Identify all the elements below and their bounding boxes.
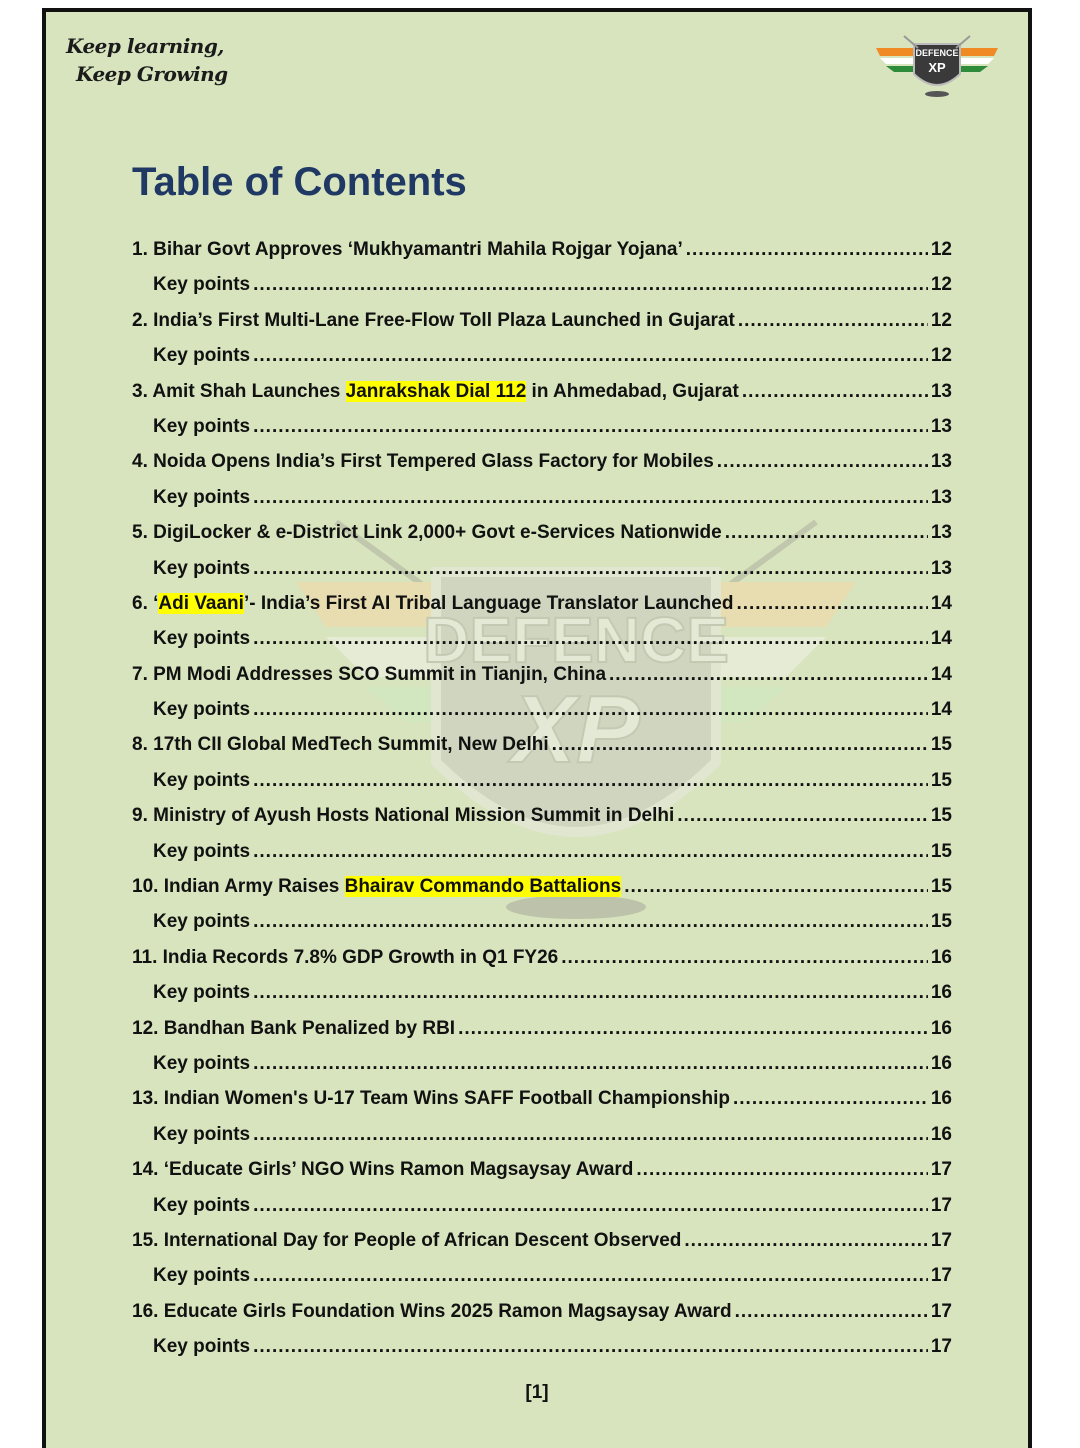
toc-entry[interactable] (132, 727, 952, 762)
toc-page-number: 17 (930, 1265, 952, 1287)
dot-leader (253, 834, 928, 869)
dot-leader (552, 727, 928, 762)
dot-leader (677, 798, 928, 833)
toc-entry-text: Key points (153, 1052, 251, 1074)
toc-page-number: 15 (930, 876, 952, 898)
toc-subentry[interactable] (132, 621, 952, 656)
toc-entry-title (132, 940, 558, 975)
toc-page-number: 17 (930, 1229, 952, 1251)
toc-entry-title (132, 232, 683, 267)
toc-page-number: 15 (930, 734, 952, 756)
toc-entry[interactable] (132, 586, 952, 621)
toc-entry-text: Key points (153, 557, 251, 579)
tagline-line-1: Keep learning, (66, 34, 224, 58)
toc-entry-text: 2. India’s First Multi-Lane Free-Flow Toll Plaza Launched in Gujarat (132, 309, 735, 331)
toc-entry-title (153, 621, 250, 656)
toc-page-number: 13 (930, 380, 952, 402)
toc-entry-title (132, 1152, 633, 1187)
toc-entry-text: Key points (153, 415, 251, 437)
dot-leader (736, 586, 927, 621)
toc-entry-text: 8. 17th CII Global MedTech Summit, New Delhi (132, 734, 549, 756)
toc-entry-text: Key points (153, 274, 251, 296)
toc-entry[interactable] (132, 1011, 952, 1046)
document-page (42, 8, 1032, 1448)
highlighted-text: Janrakshak Dial 112 (345, 380, 527, 402)
dot-leader (253, 1329, 928, 1364)
toc-entry-title (153, 975, 250, 1010)
toc-entry[interactable] (132, 303, 952, 338)
toc-page-number: 14 (930, 628, 952, 650)
toc-entry-title (153, 1046, 250, 1081)
dot-leader (253, 692, 928, 727)
toc-subentry[interactable] (132, 1046, 952, 1081)
toc-entry-title (153, 551, 250, 586)
toc-entry-text: ’- India’s First AI Tribal Language Translator Launched (243, 592, 734, 614)
dot-leader (458, 1011, 928, 1046)
toc-entry-text: Key points (153, 840, 251, 862)
page-number: [1] (525, 1382, 549, 1403)
dot-leader (253, 409, 928, 444)
toc-entry-text: 11. India Records 7.8% GDP Growth in Q1 FY26 (132, 946, 559, 968)
toc-entry[interactable] (132, 869, 952, 904)
toc-page-number: 15 (930, 805, 952, 827)
toc-page-number: 17 (930, 1336, 952, 1358)
toc-entry-text: 12. Bandhan Bank Penalized by RBI (132, 1017, 456, 1039)
toc-page-number: 14 (930, 663, 952, 685)
toc-page-number: 15 (930, 911, 952, 933)
dot-leader (253, 763, 928, 798)
toc-entry-title (132, 1011, 455, 1046)
toc-page-number: 16 (930, 1017, 952, 1039)
toc-subentry[interactable] (132, 904, 952, 939)
dot-leader (735, 1294, 928, 1329)
toc-page-number: 17 (930, 1194, 952, 1216)
dot-leader (253, 1188, 928, 1223)
toc-subentry[interactable] (132, 338, 952, 373)
toc-entry[interactable] (132, 1152, 952, 1187)
dot-leader (717, 444, 928, 479)
toc-entry[interactable] (132, 232, 952, 267)
toc-entry-text: 16. Educate Girls Foundation Wins 2025 Ramon Magsaysay Award (132, 1300, 732, 1322)
toc-entry-title (132, 1223, 681, 1258)
dot-leader (253, 1117, 928, 1152)
toc-entry-text: Key points (153, 1194, 251, 1216)
dot-leader (253, 621, 928, 656)
toc-entry-text: Key points (153, 345, 251, 367)
toc-entry-title (153, 338, 250, 373)
toc-entry[interactable] (132, 444, 952, 479)
toc-page-number: 14 (930, 592, 952, 614)
dot-leader (253, 551, 928, 586)
toc-entry-title (132, 586, 733, 621)
toc-page-number: 15 (930, 769, 952, 791)
tagline (66, 32, 228, 88)
toc-entry-title (153, 409, 250, 444)
toc-entry-title (153, 1258, 250, 1293)
dot-leader (684, 1223, 927, 1258)
highlighted-text: Adi Vaani (158, 592, 244, 614)
toc-subentry[interactable] (132, 1117, 952, 1152)
tagline-line-2: Keep Growing (76, 62, 228, 86)
toc-subentry[interactable] (132, 409, 952, 444)
toc-page-number: 13 (930, 557, 952, 579)
toc-subentry[interactable] (132, 551, 952, 586)
toc-page-number: 16 (930, 1088, 952, 1110)
toc-entry-title (132, 657, 606, 692)
toc-entry-title (153, 834, 250, 869)
toc-entry-text: 3. Amit Shah Launches (132, 380, 346, 402)
toc-page-number: 16 (930, 1052, 952, 1074)
toc-subentry[interactable] (132, 763, 952, 798)
toc-entry-text: 5. DigiLocker & e-District Link 2,000+ Govt e-Services Nationwide (132, 522, 722, 544)
toc-page-number: 13 (930, 451, 952, 473)
toc-entry[interactable] (132, 1294, 952, 1329)
logo-text-defence: DEFENCE (915, 48, 959, 58)
toc-entry-text: 9. Ministry of Ayush Hosts National Mission Summit in Delhi (132, 805, 675, 827)
toc-page-number: 13 (930, 486, 952, 508)
toc-page-number: 17 (930, 1159, 952, 1181)
toc-entry-title (153, 480, 250, 515)
toc-entry-text: Key points (153, 1336, 251, 1358)
toc-entry-text: 7. PM Modi Addresses SCO Summit in Tianjin, China (132, 663, 607, 685)
toc-entry-title (153, 1188, 250, 1223)
toc-page-number: 13 (930, 415, 952, 437)
toc-entry[interactable] (132, 1223, 952, 1258)
toc-entry[interactable] (132, 798, 952, 833)
toc-page-number: 16 (930, 982, 952, 1004)
toc-entry-text: 10. Indian Army Raises (132, 876, 345, 898)
toc-subentry[interactable] (132, 267, 952, 302)
toc-entry-title (132, 727, 549, 762)
dot-leader (733, 1081, 928, 1116)
toc-title: Table of Contents (132, 160, 467, 204)
toc-entry-title (132, 374, 739, 409)
dot-leader (253, 1258, 928, 1293)
toc-entry-text: Key points (153, 982, 251, 1004)
dot-leader (253, 904, 928, 939)
toc-entry-title (132, 869, 621, 904)
logo-text-xp: XP (928, 60, 946, 75)
toc-page-number: 13 (930, 522, 952, 544)
toc-list (132, 232, 952, 1365)
dot-leader (624, 869, 928, 904)
defence-xp-logo (874, 34, 1000, 104)
toc-page-number: 14 (930, 699, 952, 721)
toc-subentry[interactable] (132, 480, 952, 515)
toc-page-number: 15 (930, 840, 952, 862)
toc-page-number: 12 (930, 274, 952, 296)
toc-page-number: 16 (930, 1123, 952, 1145)
toc-entry-text: Key points (153, 1123, 251, 1145)
toc-entry-title (153, 267, 250, 302)
dot-leader (609, 657, 928, 692)
toc-entry[interactable] (132, 515, 952, 550)
dot-leader (686, 232, 928, 267)
toc-entry-title (153, 763, 250, 798)
toc-entry-title (153, 1329, 250, 1364)
toc-entry-text: 13. Indian Women's U-17 Team Wins SAFF Football Championship (132, 1088, 730, 1110)
toc-entry-text: Key points (153, 699, 251, 721)
toc-entry-text: 15. International Day for People of African Descent Observed (132, 1229, 682, 1251)
toc-entry[interactable] (132, 657, 952, 692)
toc-entry-text: 14. ‘Educate Girls’ NGO Wins Ramon Magsaysay Award (132, 1159, 634, 1181)
toc-entry-title (132, 798, 674, 833)
toc-entry-title (153, 1117, 250, 1152)
dot-leader (738, 303, 928, 338)
toc-entry-text: 1. Bihar Govt Approves ‘Mukhyamantri Mahila Rojgar Yojana’ (132, 239, 683, 260)
toc-entry-text: Key points (153, 1265, 251, 1287)
toc-entry-text: Key points (153, 769, 251, 791)
toc-subentry[interactable] (132, 834, 952, 869)
dot-leader (725, 515, 928, 550)
toc-page-number: 12 (930, 345, 952, 367)
toc-entry-title (132, 444, 714, 479)
toc-entry-text: in Ahmedabad, Gujarat (526, 380, 739, 402)
dot-leader (636, 1152, 927, 1187)
highlighted-text: Bhairav Commando Battalions (344, 876, 622, 898)
dot-leader (253, 1046, 928, 1081)
toc-entry-text: 6. ‘ (132, 592, 159, 614)
watermark-text-xp: XP (511, 676, 641, 783)
dot-leader (253, 975, 928, 1010)
toc-entry-title (132, 1081, 730, 1116)
toc-entry[interactable] (132, 1081, 952, 1116)
toc-page-number: 16 (930, 946, 952, 968)
toc-entry-text: Key points (153, 628, 251, 650)
toc-entry-title (153, 692, 250, 727)
toc-entry-title (153, 904, 250, 939)
dot-leader (253, 267, 928, 302)
toc-entry-title (132, 1294, 732, 1329)
toc-entry[interactable] (132, 940, 952, 975)
watermark-text-defence: DEFENCE (423, 604, 729, 676)
toc-page-number: 12 (930, 239, 952, 260)
toc-entry[interactable] (132, 374, 952, 409)
toc-entry-title (132, 303, 735, 338)
dot-leader (253, 338, 928, 373)
dot-leader (253, 480, 928, 515)
dot-leader (561, 940, 928, 975)
toc-page-number: 12 (930, 309, 952, 331)
toc-subentry[interactable] (132, 1329, 952, 1364)
toc-entry-title (132, 515, 722, 550)
toc-entry-text: Key points (153, 911, 251, 933)
toc-subentry[interactable] (132, 1188, 952, 1223)
toc-page-number: 17 (930, 1300, 952, 1322)
toc-entry-text: 4. Noida Opens India’s First Tempered Glass Factory for Mobiles (132, 451, 714, 473)
dot-leader (742, 374, 928, 409)
toc-subentry[interactable] (132, 1258, 952, 1293)
toc-subentry[interactable] (132, 692, 952, 727)
toc-subentry[interactable] (132, 975, 952, 1010)
toc-entry-text: Key points (153, 486, 251, 508)
